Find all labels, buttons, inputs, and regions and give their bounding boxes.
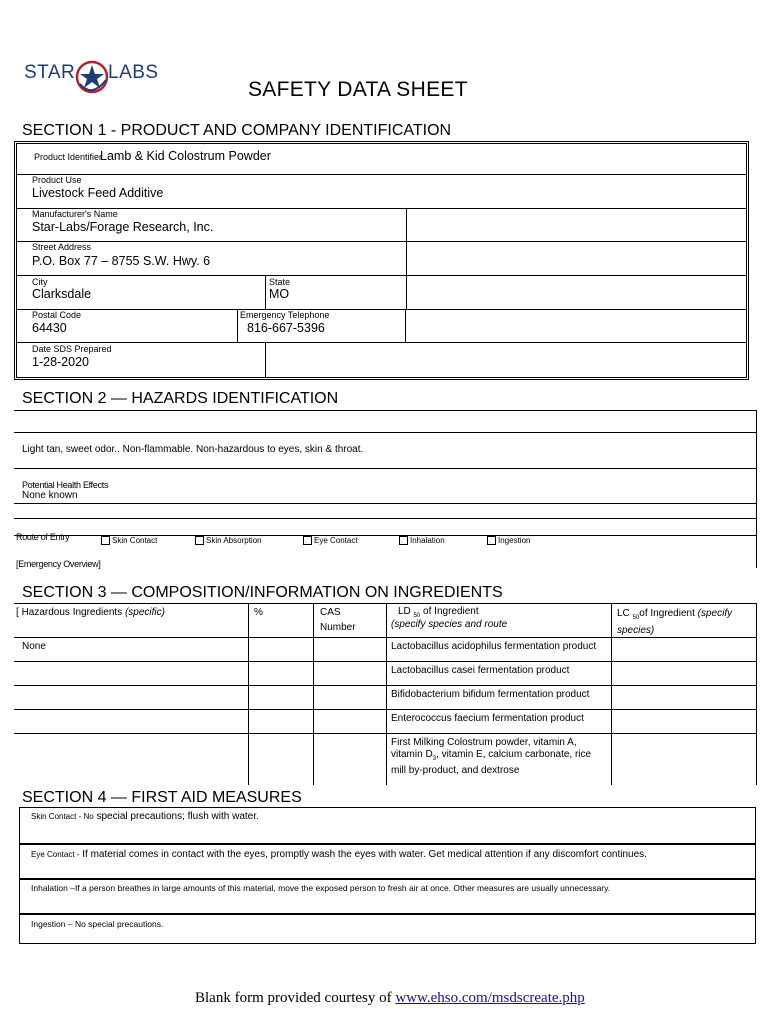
emergency-overview: [Emergency Overview] bbox=[16, 559, 101, 569]
route-of-entry-label: Route of Entry bbox=[16, 532, 70, 542]
col-ld50: LD $_{50}$ of Ingredient bbox=[398, 606, 479, 619]
star-icon bbox=[74, 58, 110, 96]
ingredient-row: Bifidobacterium bifidum fermentation product bbox=[391, 689, 590, 700]
state-value: MO bbox=[269, 287, 290, 301]
emergency-telephone-label: Emergency Telephone bbox=[240, 310, 330, 320]
manufacturer-label: Manufacturer's Name bbox=[32, 209, 118, 219]
route-skin-absorption[interactable]: Skin Absorption bbox=[195, 536, 262, 545]
postal-code-label: Postal Code bbox=[32, 310, 82, 320]
footer-text: Blank form provided courtesy of bbox=[195, 990, 392, 1006]
product-identifier-value: Lamb & Kid Colostrum Powder bbox=[100, 149, 271, 163]
logo-text-left: STAR bbox=[24, 62, 76, 83]
footer bbox=[195, 990, 585, 1007]
col-lc50-note: species) bbox=[617, 625, 655, 636]
date-prepared-value: 1-28-2020 bbox=[32, 355, 89, 369]
manufacturer-value: Star-Labs/Forage Research, Inc. bbox=[32, 220, 214, 234]
section-2-heading: SECTION 2 — HAZARDS IDENTIFICATION bbox=[22, 390, 339, 407]
section-3-heading: SECTION 3 — COMPOSITION/INFORMATION ON INGREDIENTS bbox=[22, 584, 503, 601]
col-hazardous-ingredients: [ Hazardous Ingredients (specific) bbox=[16, 607, 165, 618]
col-cas-number: Number bbox=[320, 622, 356, 633]
route-ingestion[interactable]: Ingestion bbox=[487, 536, 530, 545]
street-address-label: Street Address bbox=[32, 242, 92, 252]
footer-link[interactable]: www.ehso.com/msdscreate.php bbox=[395, 990, 585, 1006]
hazard-description: Light tan, sweet odor.. Non-flammable. Non-hazardous to eyes, skin & throat. bbox=[22, 444, 364, 455]
ingredient-row: Lactobacillus casei fermentation product bbox=[391, 665, 570, 676]
section-1-heading: SECTION 1 - PRODUCT AND COMPANY IDENTIFICATION bbox=[22, 122, 452, 139]
checkbox-icon bbox=[487, 536, 496, 545]
route-inhalation[interactable]: Inhalation bbox=[399, 536, 445, 545]
checkbox-icon bbox=[399, 536, 408, 545]
street-address-value: P.O. Box 77 – 8755 S.W. Hwy. 6 bbox=[32, 254, 211, 268]
product-use-value: Livestock Feed Additive bbox=[32, 186, 164, 200]
hazardous-ingredient-none: None bbox=[22, 641, 46, 652]
first-aid-inhalation: Inhalation –If a person breathes in large amounts of this material, move the exposed person to fresh air at once. Other measures are usually unnecessary. bbox=[31, 883, 611, 893]
logo-text-right: LABS bbox=[108, 62, 159, 83]
ingredient-row-last: First Milking Colostrum powder, vitamin A, vitamin $D_3$, vitamin E, calcium carbonate, rice mill by-product, and dextrose bbox=[391, 737, 592, 776]
product-use-label: Product Use bbox=[32, 175, 82, 185]
first-aid-skin: Skin Contact - No special precautions; flush with water. bbox=[31, 811, 259, 822]
city-value: Clarksdale bbox=[32, 287, 92, 301]
first-aid-ingestion: Ingestion – No special precautions. bbox=[31, 919, 164, 929]
document-title: SAFETY DATA SHEET bbox=[248, 78, 468, 101]
col-percent: % bbox=[254, 607, 263, 618]
route-skin-contact[interactable]: Skin Contact bbox=[101, 536, 157, 545]
col-cas: CAS bbox=[320, 607, 341, 618]
state-label: State bbox=[269, 277, 291, 287]
route-eye-contact[interactable]: Eye Contact bbox=[303, 536, 358, 545]
date-prepared-label: Date SDS Prepared bbox=[32, 344, 112, 354]
health-effects-value: None known bbox=[22, 490, 78, 501]
ingredient-row: Enterococcus faecium fermentation product bbox=[391, 713, 584, 724]
checkbox-icon bbox=[101, 536, 110, 545]
star-labs-logo bbox=[24, 58, 159, 96]
first-aid-eye: Eye Contact - If material comes in contact with the eyes, promptly wash the eyes with water. Get medical attention if any discomfort continues. bbox=[31, 849, 647, 860]
checkbox-icon bbox=[195, 536, 204, 545]
col-ld50-note: (specify species and route bbox=[391, 619, 508, 630]
section-4-heading: SECTION 4 — FIRST AID MEASURES bbox=[22, 789, 302, 806]
ingredient-row: Lactobacillus acidophilus fermentation product bbox=[391, 641, 597, 652]
checkbox-icon bbox=[303, 536, 312, 545]
health-effects-label: Potential Health Effects bbox=[22, 480, 109, 490]
postal-code-value: 64430 bbox=[32, 321, 67, 335]
emergency-telephone-value: 816-667-5396 bbox=[247, 321, 325, 335]
product-identifier-label: Product Identifier bbox=[34, 152, 103, 162]
col-lc50: LC $_{50}$of Ingredient (specify bbox=[617, 608, 733, 621]
city-label: City bbox=[32, 277, 48, 287]
